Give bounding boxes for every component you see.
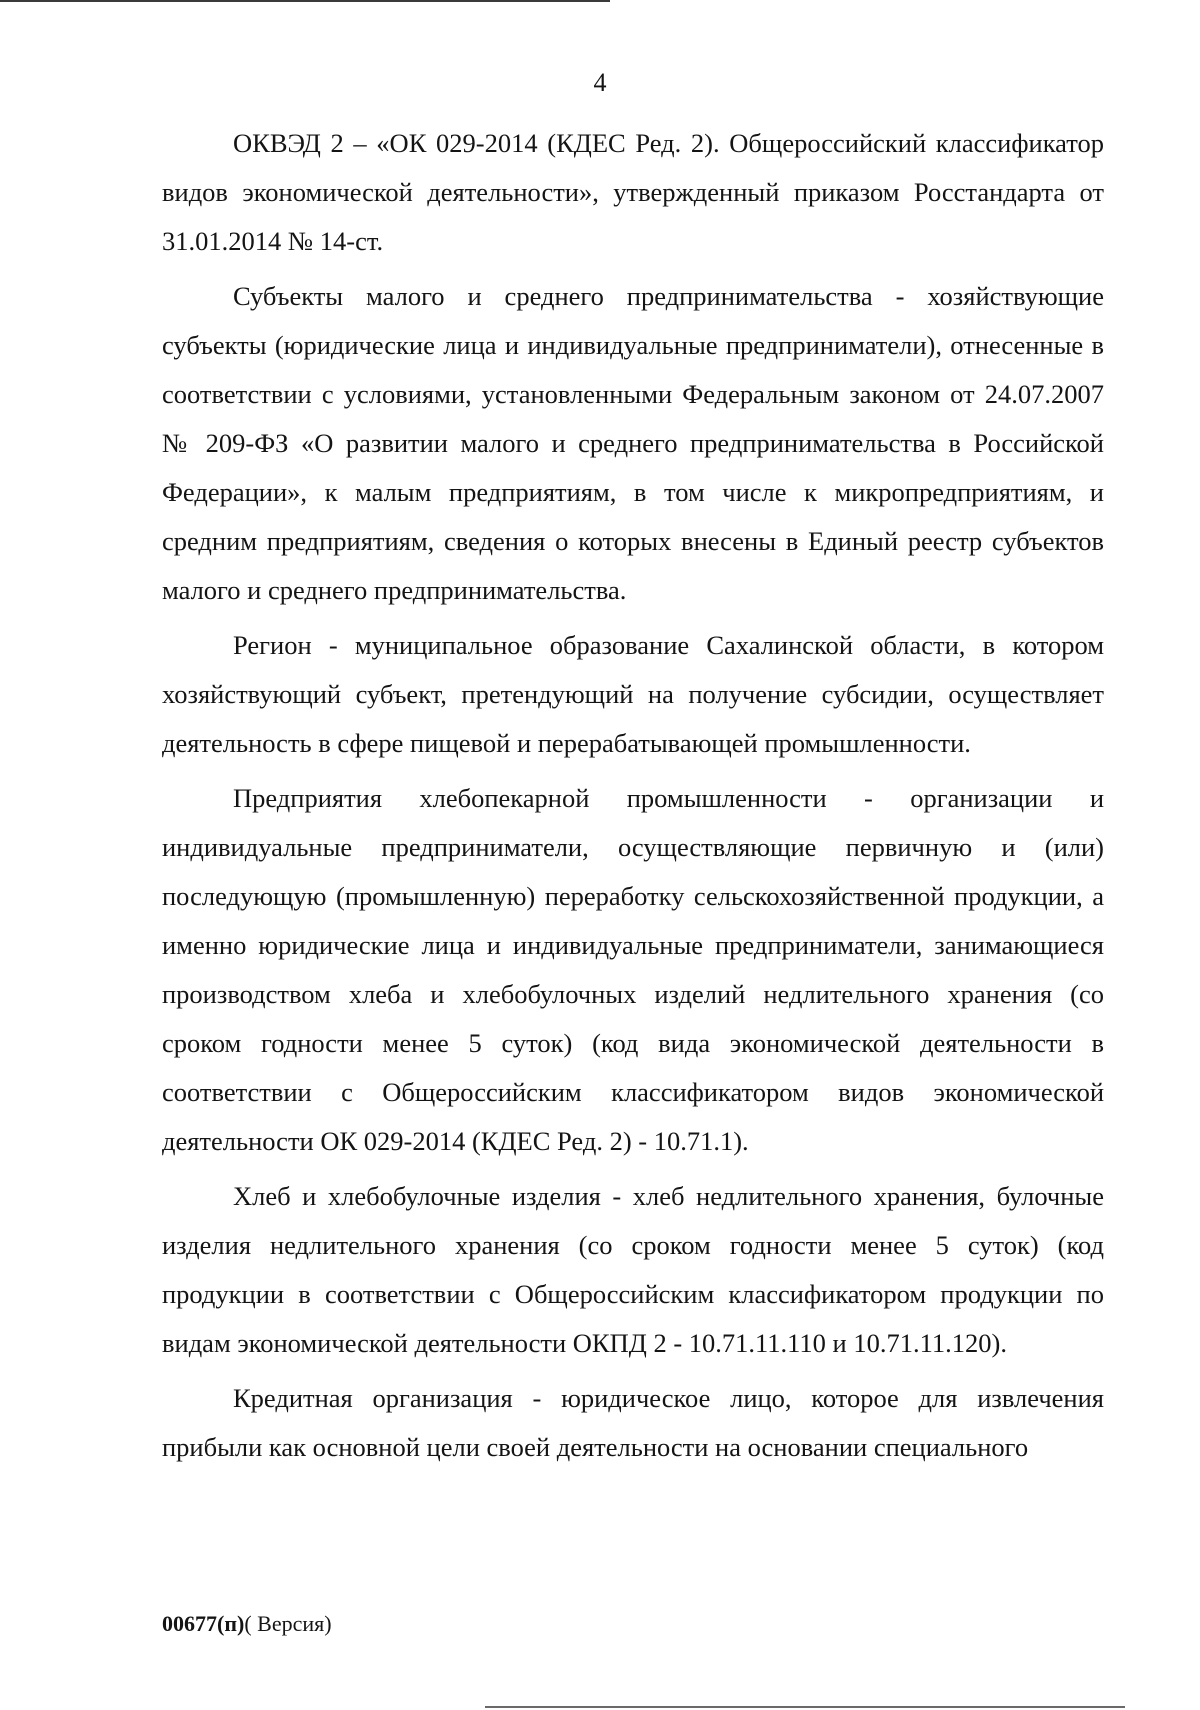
paragraph-bread-products: Хлеб и хлебобулочные изделия - хлеб недлительного хранения, булочные изделия недлительного хранения (со сроком годности менее 5 суток) (код продукции в соответствии с Общероссийским классификатором продукции по видам экономической деятельности ОКПД 2 - 10.71.11.110 и 10.71.11.120). — [162, 1181, 1104, 1358]
top-scan-line — [0, 0, 610, 2]
paragraph-region: Регион - муниципальное образование Сахалинской области, в котором хозяйствующий субъект, претендующий на получение субсидии, осуществляет деятельность в сфере пищевой и перерабатывающей промышленности. — [162, 630, 1104, 758]
paragraph-bakery-enterprises: Предприятия хлебопекарной промышленности - организации и индивидуальные предприниматели, осуществляющие первичную и (или) последующую (промышленную) переработку сельскохозяйственной продукции, а именно юридические лица и индивидуальные предприниматели, занимающиеся производством хлеба и хлебобулочных изделий недлительного хранения (со сроком годности менее 5 суток) (код вида экономической деятельности в соответствии с Общероссийским классификатором видов экономической деятельности ОК 029-2014 (КДЕС Ред. 2) - 10.71.1). — [162, 783, 1104, 1156]
page-number: 4 — [593, 68, 607, 97]
paragraph-credit-organization: Кредитная организация - юридическое лицо, которое для извлечения прибыли как основной цели своей деятельности на основании специального — [162, 1383, 1104, 1462]
document-code: 00677(п) — [162, 1611, 245, 1636]
bottom-scan-line — [485, 1706, 1125, 1708]
paragraph-sme-subjects: Субъекты малого и среднего предпринимательства - хозяйствующие субъекты (юридические лица и индивидуальные предприниматели), отнесенные в соответствии с условиями, установленными Федеральным законом от 24.07.2007 № 209-ФЗ «О развитии малого и среднего предпринимательства в Российской Федерации», к малым предприятиям, в том числе к микропредприятиям, и средним предприятиям, сведения о которых внесены в Единый реестр субъектов малого и среднего предпринимательства. — [162, 281, 1104, 605]
document-footer — [162, 1610, 332, 1638]
document-version: ( Версия) — [244, 1611, 332, 1636]
document-body — [162, 119, 1104, 1478]
paragraph-okved: ОКВЭД 2 – «ОК 029-2014 (КДЕС Ред. 2). Общероссийский классификатор видов экономической деятельности», утвержденный приказом Росстандарта от 31.01.2014 № 14-ст. — [162, 128, 1104, 256]
